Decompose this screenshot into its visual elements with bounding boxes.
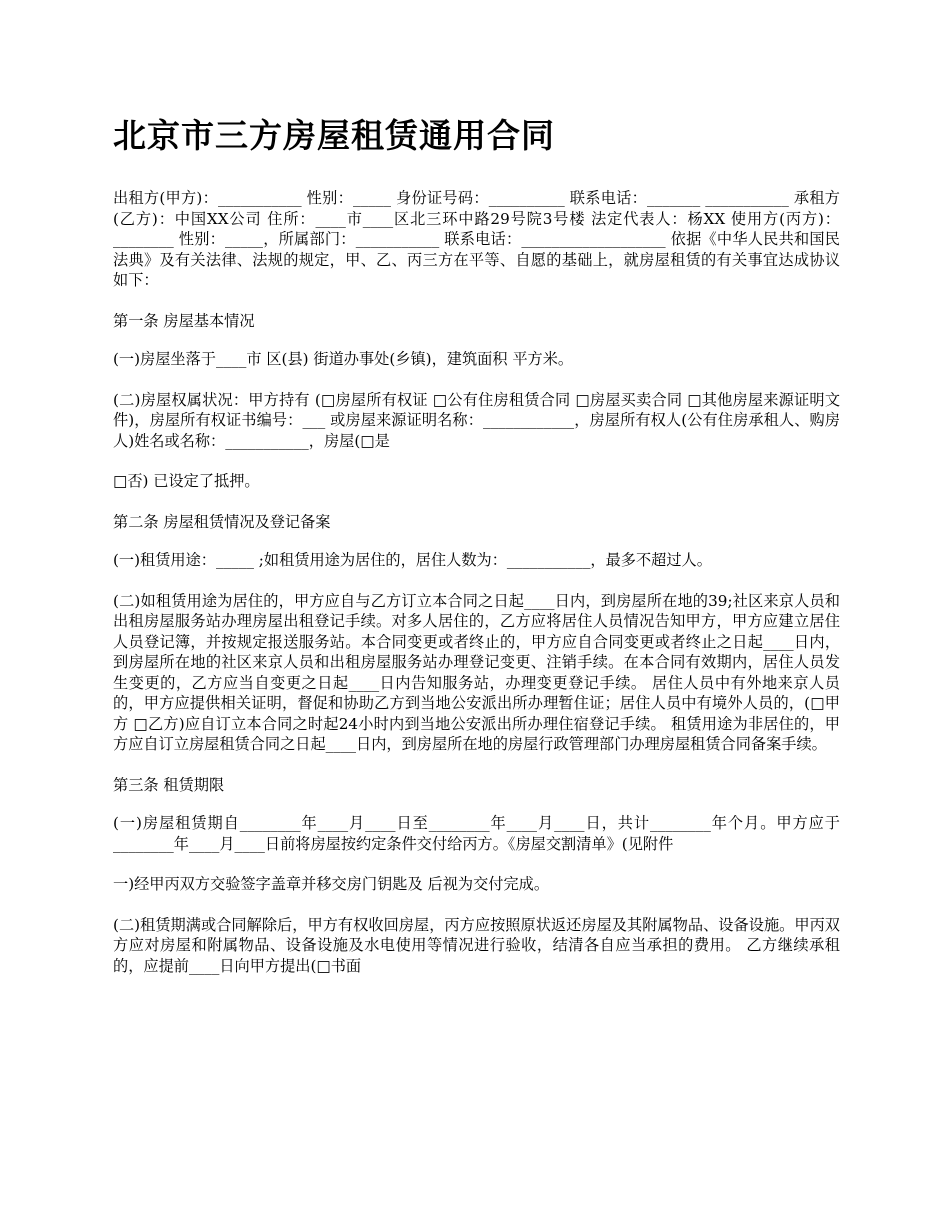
article-1-clause-2: (二)房屋权属状况：甲方持有 (□房屋所有权证 □公有住房租赁合同 □房屋买卖合同 □其他房屋来源证明文件)，房屋所有权证书编号：___ 或房屋来源证明名称：____________，房屋所有权人(公有住房承租人、购房人)姓名或名称：___________，房屋(□是 — [113, 390, 840, 450]
document-page — [113, 112, 840, 996]
article-3-heading: 第三条 租赁期限 — [113, 775, 225, 794]
article-2-heading: 第二条 房屋租赁情况及登记备案 — [113, 512, 331, 531]
document-title: 北京市三方房屋租赁通用合同 — [113, 116, 555, 155]
parties-paragraph: 出租方(甲方)：___________ 性别：_____ 身份证号码：__________ 联系电话：_______ ___________ 承租方(乙方)：中国XX公司 住所：____市____区北三环中路29号院3号楼 法定代表人：杨XX 使用方(丙方)：________ 性别：_____，所属部门：___________ 联系电话：___________________ 依据《中华人民共和国民法典》及有关法律、法规的规定，甲、乙、丙三方在平等、自愿的基础上，就房屋租赁的有关事宜达成协议如下： — [113, 189, 840, 289]
article-3-clause-2: (二)租赁期满或合同解除后，甲方有权收回房屋，丙方应按照原状返还房屋及其附属物品、设备设施。甲丙双方应对房屋和附属物品、设备设施及水电使用等情况进行验收，结清各自应当承担的费用。 乙方继续承租的，应提前____日向甲方提出(□书面 — [113, 915, 840, 975]
article-2-clause-1: (一)租赁用途：_____ ;如租赁用途为居住的，居住人数为：___________，最多不超过人。 — [113, 551, 712, 569]
article-1-heading: 第一条 房屋基本情况 — [113, 311, 255, 330]
article-1-clause-1: (一)房屋坐落于____市 区(县) 街道办事处(乡镇)，建筑面积 平方米。 — [113, 350, 574, 368]
article-2-clause-2: (二)如租赁用途为居住的，甲方应自与乙方订立本合同之日起____日内，到房屋所在地的39;社区来京人员和出租房屋服务站办理房屋出租登记手续。对多人居住的，乙方应将居住人员情况告知甲方，甲方应建立居住人员登记簿，并按规定报送服务站。本合同变更或者终止的，甲方应自合同变更或者终止之日起____日内，到房屋所在地的社区来京人员和出租房屋服务站办理登记变更、注销手续。在本合同有效期内，居住人员发生变更的，乙方应当自变更之日起____日内告知服务站，办理变更登记手续。 居住人员中有外地来京人员的，甲方应提供相关证明，督促和协助乙方到当地公安派出所办理暂住证；居住人员中有境外人员的，(□甲方 □乙方)应自订立本合同之时起24小时内到当地公安派出所办理住宿登记手续。 租赁用途为非居住的，甲方应自订立房屋租赁合同之日起____日内，到房屋所在地的房屋行政管理部门办理房屋租赁合同备案手续。 — [113, 591, 840, 753]
article-3-clause-1: (一)房屋租赁期自________年____月____日至________年____月____日，共计________年个月。甲方应于________年____月____日前将房屋按约定条件交付给丙方。《房屋交割清单》(见附件 — [113, 814, 840, 853]
article-3-clause-1-continued: 一)经甲丙双方交验签字盖章并移交房门钥匙及 后视为交付完成。 — [113, 875, 550, 893]
article-1-clause-2-continued: □否) 已设定了抵押。 — [113, 472, 260, 490]
